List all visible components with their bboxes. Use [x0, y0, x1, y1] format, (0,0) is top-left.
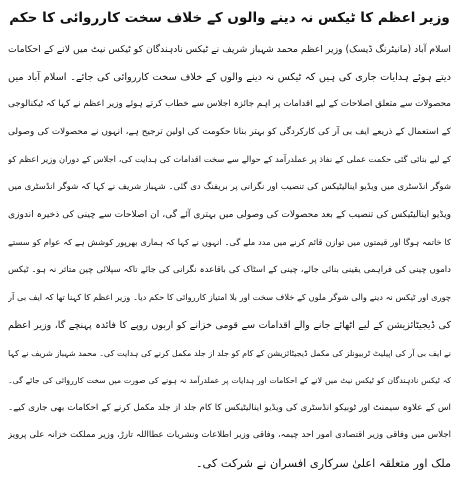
article-line: ملک اور متعلقہ اعلیٰ سرکاری افسران نے شرکت کی۔ [195, 456, 451, 470]
article-line: کی ڈیجیٹائزیشن کے لیے اٹھائے جانے والے اقدامات سے قومی خزانے کو اربوں روپے کا فائدہ پہنچے گا، وزیر اعظم [8, 319, 451, 331]
article-line: دیتے ہوئے ہدایات جاری کی ہیں کہ ٹیکس نہ دینے والوں کے خلاف سخت کارروائی کی جائے۔ اسلام آباد میں [8, 71, 451, 83]
article-line: داموں چینی کی فراہمی یقینی بنائی جائے، چینی کے اسٹاک کی باقاعدہ نگرانی کی جائے تاکہ سپلائی چین متاثر نہ ہو۔ ٹیکس [8, 264, 451, 275]
article-line: محصولات سے متعلق اصلاحات کے لیے اقدامات پر اہم جائزہ اجلاس سے خطاب کرتے ہوئے وزیر اعظم نے کہا کہ ٹیکنالوجی [8, 99, 451, 110]
article-line: اجلاس میں وفاقی وزیر اقتصادی امور احد چیمہ، وفاقی وزیر اطلاعات ونشریات عطااللہ تارڑ، وزیر مملکت خزانہ علی پرویز [8, 430, 451, 441]
article-line: کا خاتمہ ہوگا اور قیمتوں میں توازن قائم کرنے میں مدد ملے گی۔ انہوں نے کہا کہ ہماری بھرپور کوشش ہے کہ عوام کو سستے [8, 237, 451, 248]
article-line: کے استعمال کے ذریعے ایف بی آر کی کارکردگی کو بہتر بنانا حکومت کی اولین ترجیح ہے، انہوں نے محصولات کی وصولی [8, 126, 451, 137]
article-line: ویڈیو اینالیٹیکس کی تنصیب کے بعد محصولات کی وصولی میں بہتری آئے گی، ان اصلاحات سے چینی کی ذخیرہ اندوزی [8, 209, 451, 220]
article-headline: وزیر اعظم کا ٹیکس نہ دینے والوں کے خلاف سخت کارروائی کا حکم [9, 10, 450, 26]
article-line: نے ایف بی آر کی اپیلیٹ ٹربیونلز کی مکمل ڈیجیٹائزیشن کے کام کو جلد از جلد مکمل کرنے کی ہدایت کی۔ محمد شہباز شریف نے کہا [8, 348, 451, 358]
article-line: اسلام آباد (مانیٹرنگ ڈیسک) وزیر اعظم محمد شہباز شریف نے ٹیکس نادہندگان کو ٹیکس نیٹ میں لانے کے احکامات [8, 44, 451, 55]
article-line: چوری اور ٹیکس نہ دینے والی شوگر ملوں کے خلاف سخت اور بلا امتیاز کارروائی کا حکم دیا۔ وزیر اعظم کا کہنا تھا کہ ایف بی آر [8, 292, 451, 303]
article-line: اس کے علاوہ سیمنٹ اور ٹوبیکو انڈسٹری کی ویڈیو اینالیٹیکس کا کام جلد از جلد مکمل کرنے کے احکامات بھی جاری کیے۔ [8, 402, 451, 413]
article-line: کہ ٹیکس نادہندگان کو ٹیکس نیٹ میں لانے کے احکامات اور ہدایات پر عملدرآمد نہ ہونے کی صورت میں سخت کارروائی کی جائے گی۔ [8, 376, 451, 386]
article-line: کے لیے بنائی گئی حکمت عملی کے نفاذ پر عملدرآمد کے حوالے سے سخت اقدامات کی ہدایت کی، اجلاس کے دوران وزیر اعظم کو [8, 154, 451, 165]
article-line: شوگر انڈسٹری میں ویڈیو اینالیٹیکس کی تنصیب اور نگرانی پر بریفنگ دی گئی۔ شہباز شریف نے کہا کہ شوگر انڈسٹری میں [8, 181, 451, 192]
article-body [8, 36, 451, 478]
